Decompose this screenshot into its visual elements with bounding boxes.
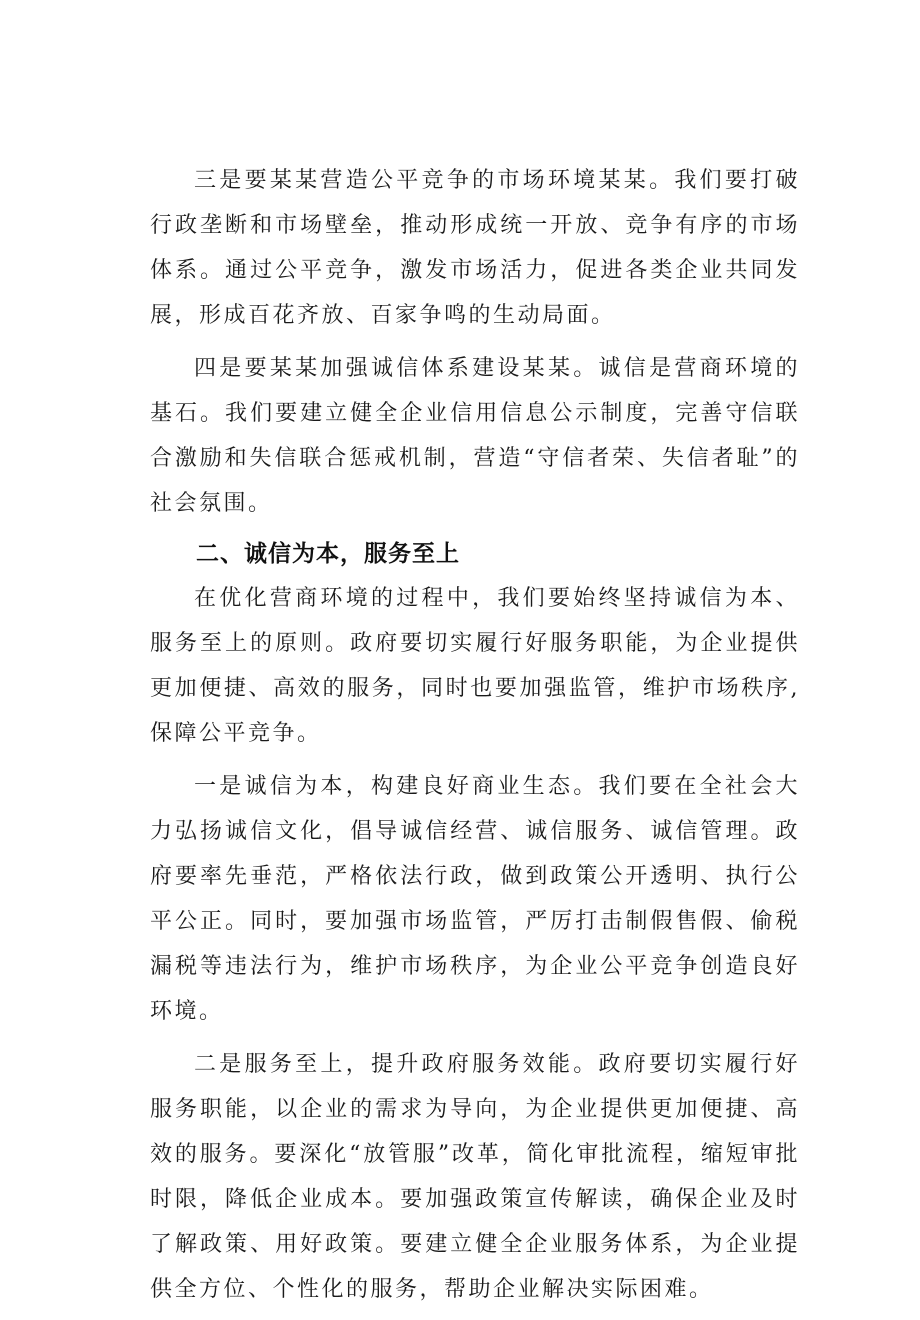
paragraph-two-service: 二是服务至上，提升政府服务效能。政府要切实履行好服务职能，以企业的需求为导向，为企业提供更加便捷、高效的服务。要深化“放管服”改革，简化审批流程，缩短审批时限，降低企业成本。要加强政策宣传解读，确保企业及时了解政策、用好政策。要建立健全企业服务体系，为企业提供全方位、个性化的服务，帮助企业解决实际困难。 [150,1052,800,1302]
paragraph-three-fair-competition: 三是要某某营造公平竞争的市场环境某某。我们要打破行政垄断和市场壁垒，推动形成统一开放、竞争有序的市场体系。通过公平竞争，激发市场活力，促进各类企业共同发展，形成百花齐放、百家争鸣的生动局面。 [150,168,800,328]
document-body [150,158,800,1320]
paragraph-four-credit-system: 四是要某某加强诚信体系建设某某。诚信是营商环境的基石。我们要建立健全企业信用信息公示制度，完善守信联合激励和失信联合惩戒机制，营造“守信者荣、失信者耻”的社会氛围。 [150,356,800,516]
section-heading: 二、诚信为本，服务至上 [196,541,460,567]
paragraph-intro-integrity-service: 在优化营商环境的过程中，我们要始终坚持诚信为本、服务至上的原则。政府要切实履行好服务职能，为企业提供更加便捷、高效的服务，同时也要加强监管，维护市场秩序,保障公平竞争。 [150,586,800,746]
paragraph-one-integrity: 一是诚信为本，构建良好商业生态。我们要在全社会大力弘扬诚信文化，倡导诚信经营、诚信服务、诚信管理。政府要率先垂范，严格依法行政，做到政策公开透明、执行公平公正。同时，要加强市场监管，严厉打击制假售假、偷税漏税等违法行为，维护市场秩序，为企业公平竞争创造良好环境。 [150,774,800,1024]
